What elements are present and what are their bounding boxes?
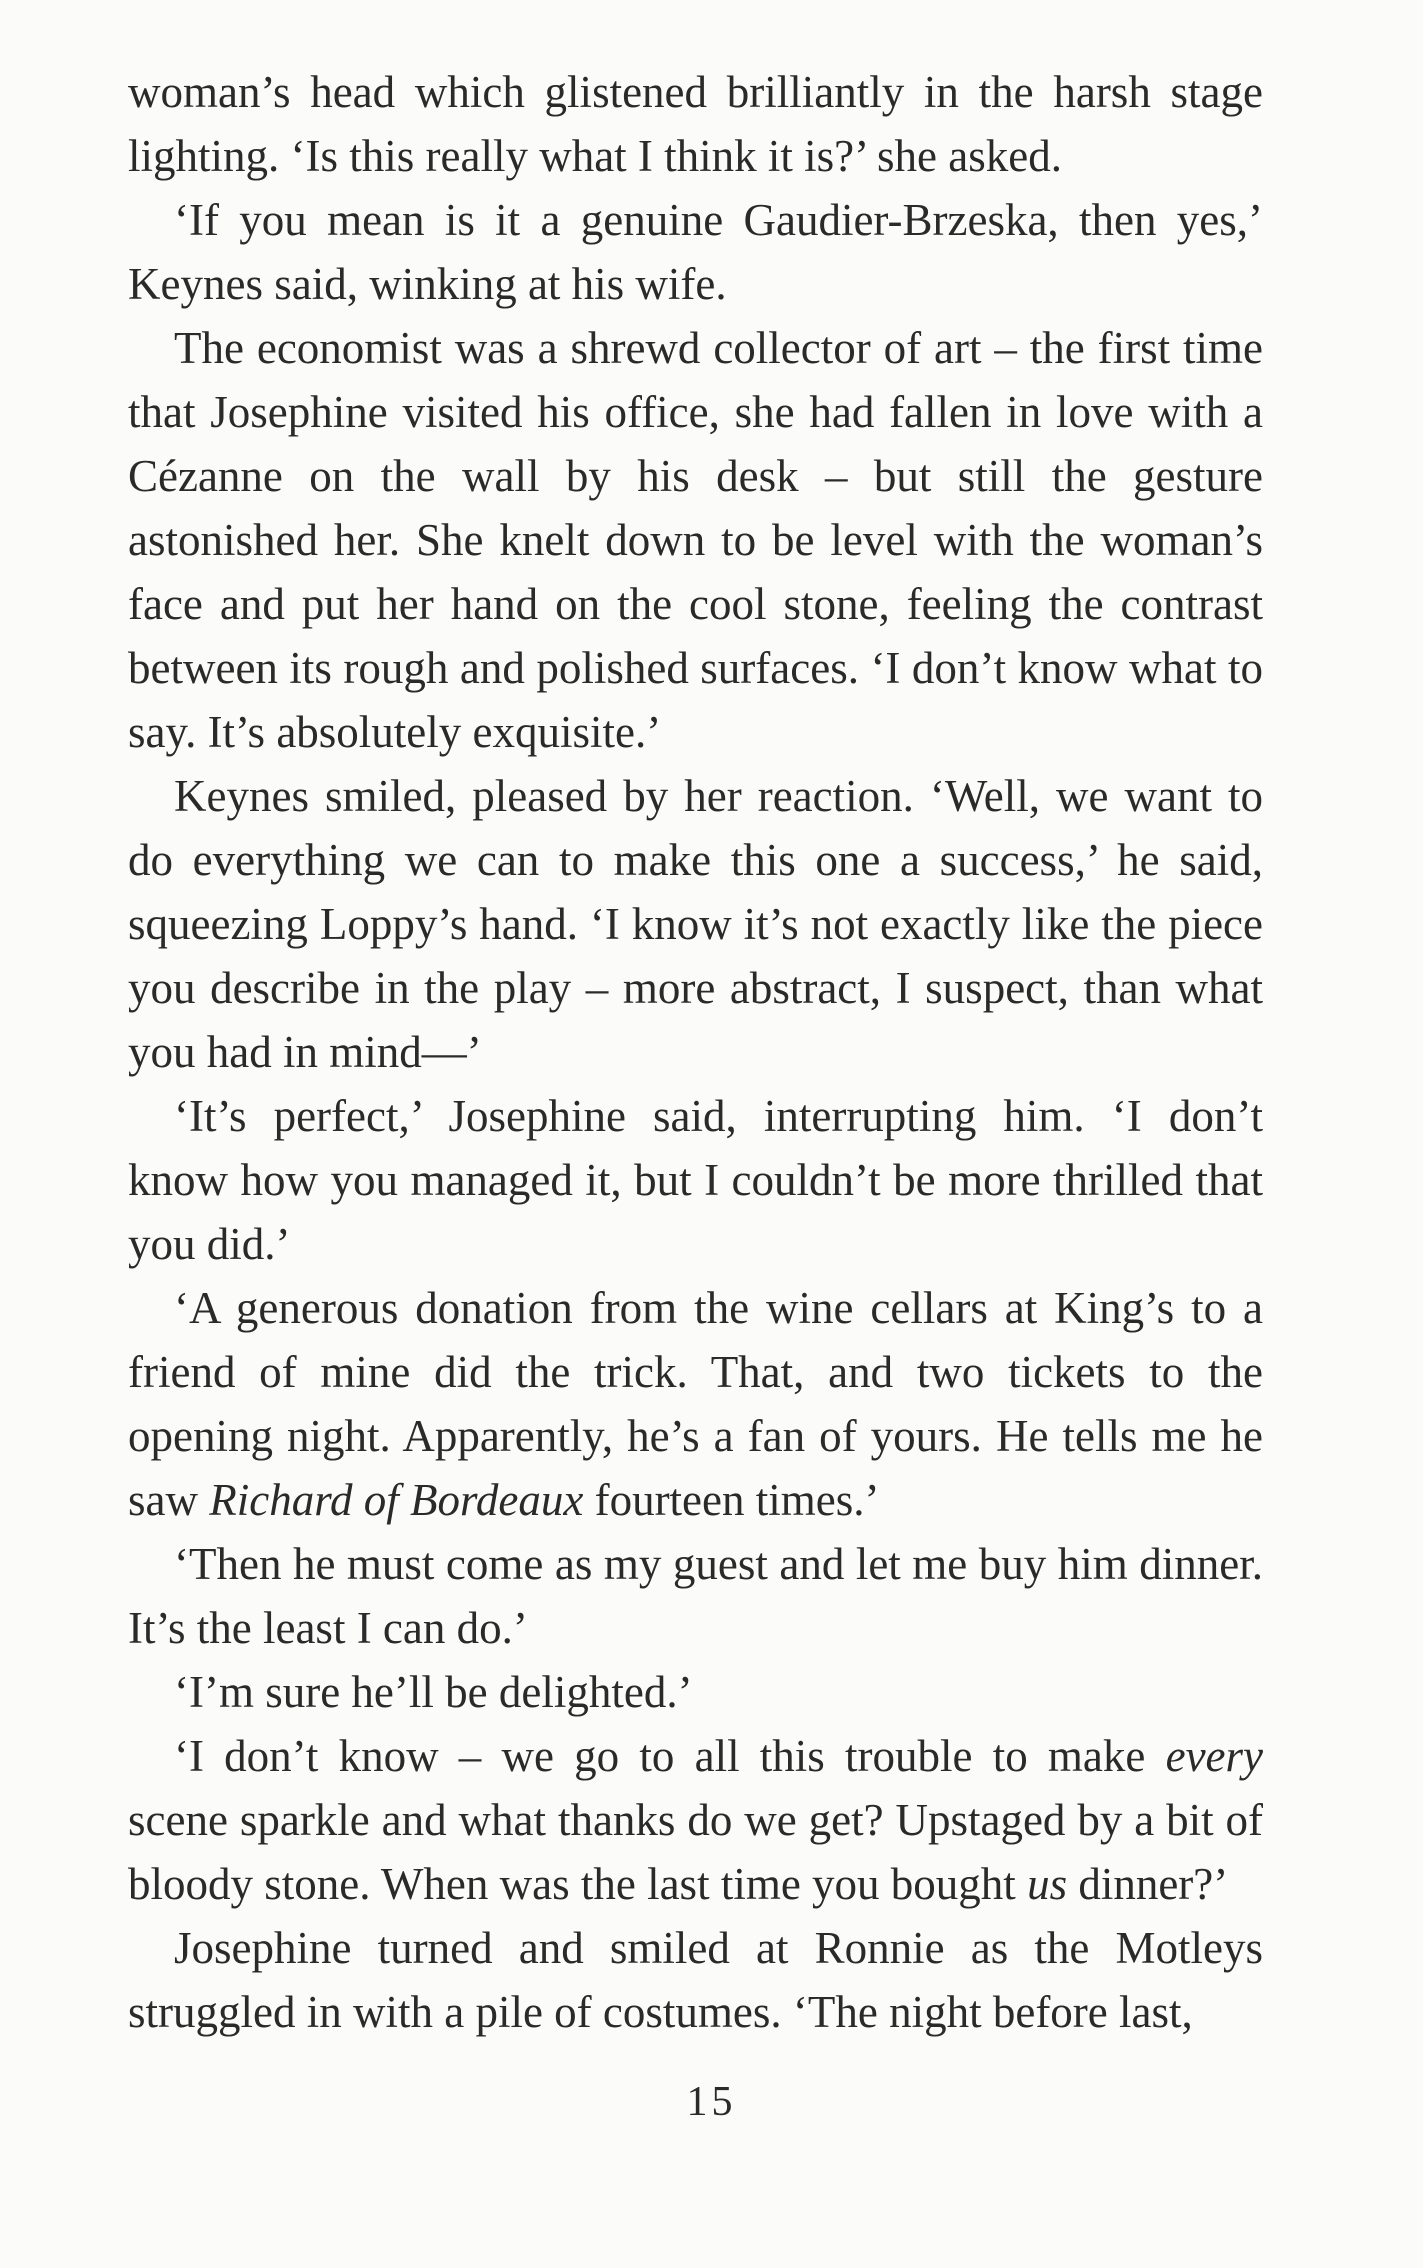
paragraph-6-text-before: ‘A generous donation from the wine cellars at King’s to a friend of mine did the trick. That, and two tickets to the opening night. Apparently, he’s a fan of yours. He tells me he saw xyxy=(128,1283,1263,1525)
paragraph-5: ‘It’s perfect,’ Josephine said, interrupting him. ‘I don’t know how you managed it, but I couldn’t be more thrilled that you did.’ xyxy=(128,1091,1263,1269)
paragraph-4: Keynes smiled, pleased by her reaction. ‘Well, we want to do everything we can to make this one a success,’ he said, squeezing Loppy’s hand. ‘I know it’s not exactly like the piece you describe in the play – more abstract, I suspect, than what you had in mind—’ xyxy=(128,771,1263,1077)
paragraph-8: ‘I’m sure he’ll be delighted.’ xyxy=(174,1667,693,1717)
book-page-body xyxy=(128,60,1263,2044)
page-number: 15 xyxy=(686,2079,737,2125)
paragraph-9-text-after: dinner?’ xyxy=(1067,1859,1229,1909)
paragraph-2: ‘If you mean is it a genuine Gaudier-Brzeska, then yes,’ Keynes said, winking at his wife. xyxy=(128,195,1263,309)
emphasis-every: every xyxy=(1165,1731,1263,1781)
paragraph-6-text-after: fourteen times.’ xyxy=(583,1475,880,1525)
paragraph-9-text-before: ‘I don’t know – we go to all this trouble to make xyxy=(174,1731,1166,1781)
play-title-italic: Richard of Bordeaux xyxy=(209,1475,584,1525)
paragraph-9-text-middle: scene sparkle and what thanks do we get? Upstaged by a bit of bloody stone. When was the last time you bought xyxy=(128,1795,1263,1909)
paragraph-3: The economist was a shrewd collector of art – the first time that Josephine visited his office, she had fallen in love with a Cézanne on the wall by his desk – but still the gesture astonished her. She knelt down to be level with the woman’s face and put her hand on the cool stone, feeling the contrast between its rough and polished surfaces. ‘I don’t know what to say. It’s absolutely exquisite.’ xyxy=(128,323,1263,757)
paragraph-6 xyxy=(128,1276,1263,1532)
paragraph-7: ‘Then he must come as my guest and let me buy him dinner. It’s the least I can do.’ xyxy=(128,1539,1263,1653)
emphasis-us: us xyxy=(1027,1859,1068,1909)
paragraph-1: woman’s head which glistened brilliantly in the harsh stage lighting. ‘Is this really what I think it is?’ she asked. xyxy=(128,67,1263,181)
paragraph-10: Josephine turned and smiled at Ronnie as the Motleys struggled in with a pile of costumes. ‘The night before last, xyxy=(128,1923,1263,2037)
paragraph-9 xyxy=(128,1724,1263,1916)
